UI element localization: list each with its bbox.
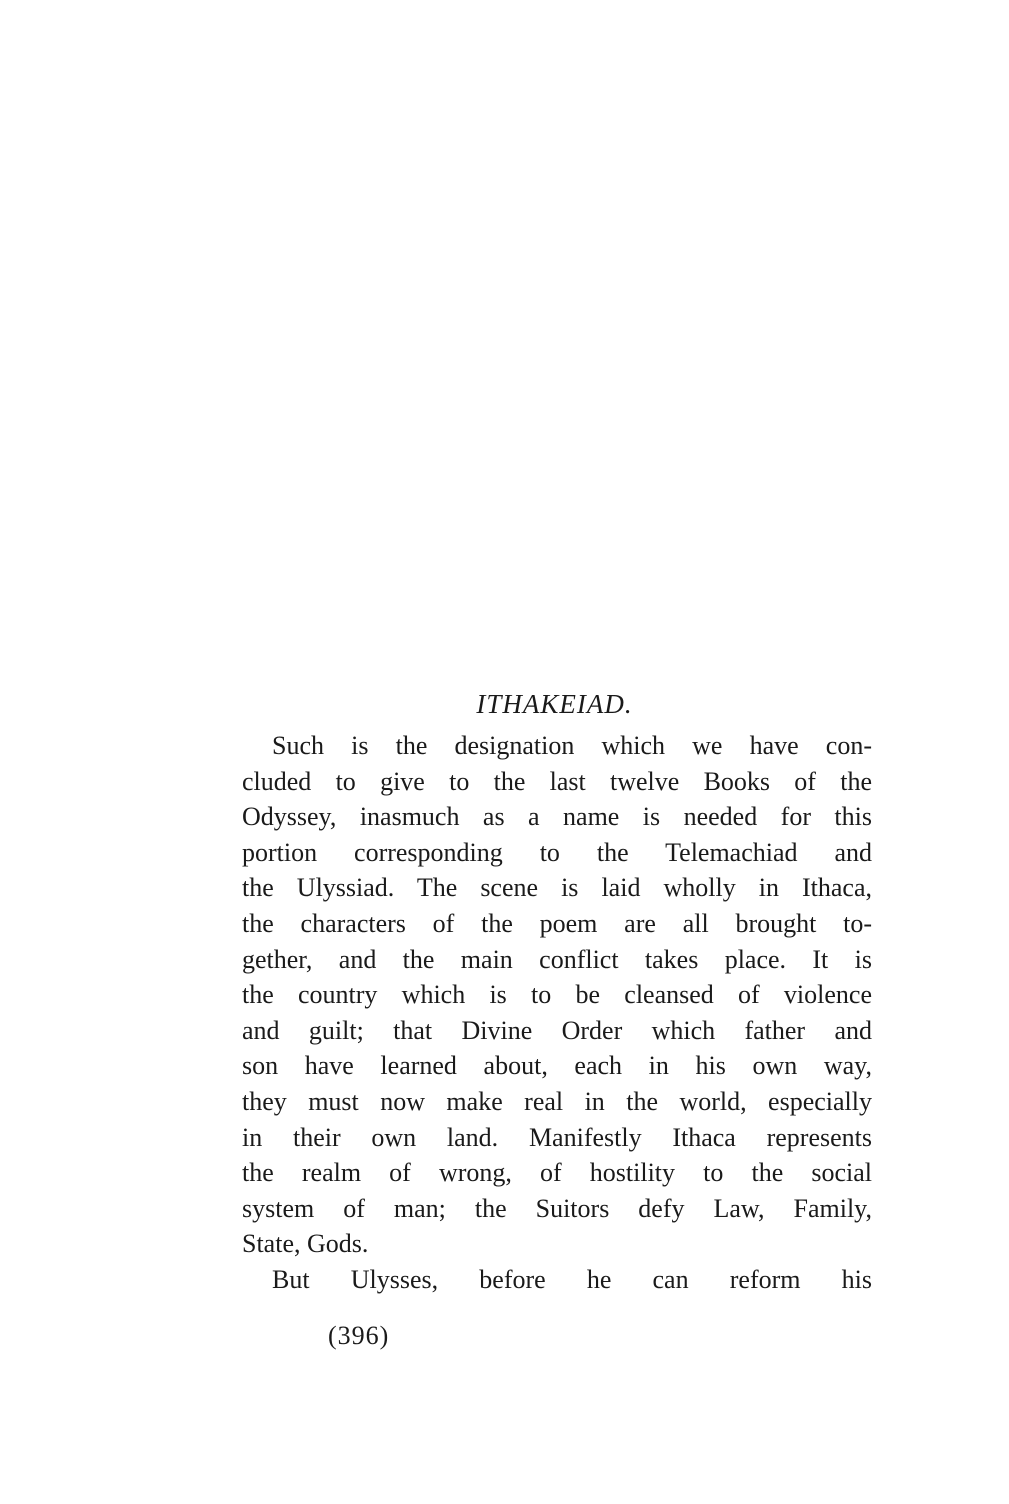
text-line: gether, and the main conflict takes place. It is: [242, 944, 872, 974]
text-line: Such is the designation which we have con-: [272, 731, 872, 760]
body-text: [242, 728, 872, 1298]
page-number: (396): [328, 1321, 390, 1350]
text-line: son have learned about, each in his own way,: [242, 1051, 872, 1081]
text-line: portion corresponding to the Telemachiad and: [242, 837, 872, 867]
text-line: the characters of the poem are all brought to-: [242, 908, 872, 938]
text-line: the country which is to be cleansed of violence: [242, 980, 872, 1010]
text-line: the Ulyssiad. The scene is laid wholly in Ithaca,: [242, 873, 872, 903]
text-line: and guilt; that Divine Order which father and: [242, 1015, 872, 1045]
text-line: Odyssey, inasmuch as a name is needed for this: [242, 802, 872, 832]
text-line: in their own land. Manifestly Ithaca represents: [242, 1122, 872, 1152]
text-line: State, Gods.: [242, 1229, 369, 1259]
chapter-heading: ITHAKEIAD.: [476, 689, 633, 719]
text-line: system of man; the Suitors defy Law, Family,: [242, 1193, 872, 1223]
text-line: the realm of wrong, of hostility to the social: [242, 1158, 872, 1188]
text-line: they must now make real in the world, especially: [242, 1086, 872, 1116]
text-line: cluded to give to the last twelve Books of the: [242, 766, 872, 796]
text-line: But Ulysses, before he can reform his: [272, 1264, 872, 1294]
